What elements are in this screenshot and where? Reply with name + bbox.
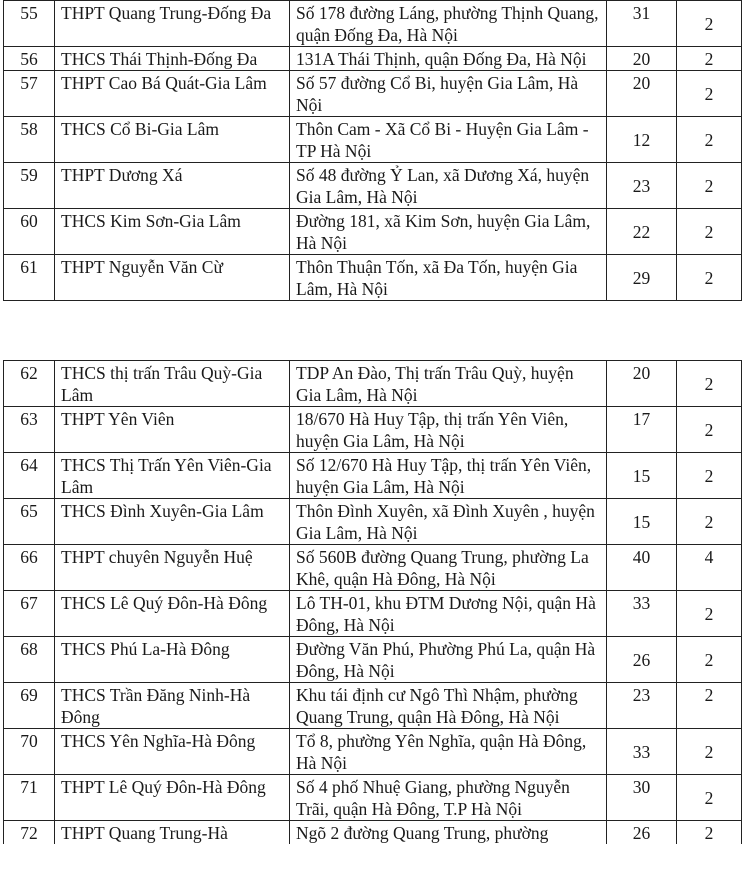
table-row: [4, 729, 742, 775]
room-count: 4: [677, 545, 742, 591]
school-address: Đường 181, xã Kim Sơn, huyện Gia Lâm, Hà Nội: [290, 209, 607, 255]
table-row: [4, 775, 742, 821]
student-count: 22: [607, 209, 677, 255]
row-number: 60: [4, 209, 55, 255]
table-row: [4, 591, 742, 637]
school-address: Thôn Cam - Xã Cổ Bi - Huyện Gia Lâm - TP Hà Nội: [290, 117, 607, 163]
school-address: Số 178 đường Láng, phường Thịnh Quang, quận Đống Đa, Hà Nội: [290, 1, 607, 47]
table-row: [4, 47, 742, 71]
table-row: [4, 1, 742, 47]
student-count: 33: [607, 729, 677, 775]
school-name: THCS Kim Sơn-Gia Lâm: [55, 209, 290, 255]
school-address: Số 560B đường Quang Trung, phường La Khê, quận Hà Đông, Hà Nội: [290, 545, 607, 591]
row-number: 69: [4, 683, 55, 729]
school-address: Đường Văn Phú, Phường Phú La, quận Hà Đông, Hà Nội: [290, 637, 607, 683]
school-name: THPT Quang Trung-Hà: [55, 821, 290, 845]
room-count: 2: [677, 637, 742, 683]
student-count: 23: [607, 683, 677, 729]
school-address: Số 57 đường Cổ Bi, huyện Gia Lâm, Hà Nội: [290, 71, 607, 117]
school-name: THCS thị trấn Trâu Quỳ-Gia Lâm: [55, 361, 290, 407]
school-name: THCS Trần Đăng Ninh-Hà Đông: [55, 683, 290, 729]
table-bottom-body: [4, 361, 742, 845]
school-name: THCS Cổ Bi-Gia Lâm: [55, 117, 290, 163]
school-table-bottom: [3, 360, 742, 844]
row-number: 71: [4, 775, 55, 821]
school-name: THCS Phú La-Hà Đông: [55, 637, 290, 683]
room-count: 2: [677, 453, 742, 499]
room-count: 2: [677, 361, 742, 407]
student-count: 20: [607, 361, 677, 407]
student-count: 33: [607, 591, 677, 637]
table-row: [4, 71, 742, 117]
student-count: 12: [607, 117, 677, 163]
school-name: THCS Yên Nghĩa-Hà Đông: [55, 729, 290, 775]
row-number: 62: [4, 361, 55, 407]
room-count: 2: [677, 1, 742, 47]
room-count: 2: [677, 683, 742, 729]
table-row: [4, 545, 742, 591]
student-count: 20: [607, 47, 677, 71]
room-count: 2: [677, 821, 742, 845]
row-number: 65: [4, 499, 55, 545]
school-name: THPT Cao Bá Quát-Gia Lâm: [55, 71, 290, 117]
school-address: 131A Thái Thịnh, quận Đống Đa, Hà Nội: [290, 47, 607, 71]
school-address: Khu tái định cư Ngô Thì Nhậm, phường Quang Trung, quận Hà Đông, Hà Nội: [290, 683, 607, 729]
student-count: 29: [607, 255, 677, 301]
school-address: Thôn Đình Xuyên, xã Đình Xuyên , huyện Gia Lâm, Hà Nội: [290, 499, 607, 545]
school-name: THPT Yên Viên: [55, 407, 290, 453]
table-row: [4, 407, 742, 453]
school-address: Thôn Thuận Tốn, xã Đa Tốn, huyện Gia Lâm, Hà Nội: [290, 255, 607, 301]
table-row: [4, 117, 742, 163]
school-name: THPT Nguyễn Văn Cừ: [55, 255, 290, 301]
table-row: [4, 255, 742, 301]
student-count: 15: [607, 499, 677, 545]
school-address: Tổ 8, phường Yên Nghĩa, quận Hà Đông, Hà Nội: [290, 729, 607, 775]
school-name: THCS Đình Xuyên-Gia Lâm: [55, 499, 290, 545]
row-number: 55: [4, 1, 55, 47]
room-count: 2: [677, 775, 742, 821]
student-count: 26: [607, 637, 677, 683]
student-count: 17: [607, 407, 677, 453]
school-name: THCS Lê Quý Đôn-Hà Đông: [55, 591, 290, 637]
table-row: [4, 453, 742, 499]
room-count: 2: [677, 71, 742, 117]
room-count: 2: [677, 591, 742, 637]
school-name: THCS Thị Trấn Yên Viên-Gia Lâm: [55, 453, 290, 499]
table-row: [4, 361, 742, 407]
school-name: THPT Dương Xá: [55, 163, 290, 209]
room-count: 2: [677, 209, 742, 255]
school-name: THPT chuyên Nguyễn Huệ: [55, 545, 290, 591]
table-row: [4, 637, 742, 683]
room-count: 2: [677, 163, 742, 209]
row-number: 67: [4, 591, 55, 637]
row-number: 59: [4, 163, 55, 209]
row-number: 72: [4, 821, 55, 845]
table-row: [4, 821, 742, 845]
student-count: 31: [607, 1, 677, 47]
student-count: 15: [607, 453, 677, 499]
row-number: 57: [4, 71, 55, 117]
student-count: 26: [607, 821, 677, 845]
table-row: [4, 163, 742, 209]
student-count: 20: [607, 71, 677, 117]
school-table-top: [3, 0, 742, 301]
school-address: Lô TH-01, khu ĐTM Dương Nội, quận Hà Đông, Hà Nội: [290, 591, 607, 637]
room-count: 2: [677, 407, 742, 453]
student-count: 40: [607, 545, 677, 591]
table-top-body: [4, 1, 742, 301]
table-row: [4, 209, 742, 255]
school-address: Số 48 đường Ỷ Lan, xã Dương Xá, huyện Gia Lâm, Hà Nội: [290, 163, 607, 209]
school-address: Số 4 phố Nhuệ Giang, phường Nguyễn Trãi, quận Hà Đông, T.P Hà Nội: [290, 775, 607, 821]
school-name: THPT Lê Quý Đôn-Hà Đông: [55, 775, 290, 821]
row-number: 58: [4, 117, 55, 163]
row-number: 61: [4, 255, 55, 301]
school-address: TDP An Đào, Thị trấn Trâu Quỳ, huyện Gia Lâm, Hà Nội: [290, 361, 607, 407]
school-name: THCS Thái Thịnh-Đống Đa: [55, 47, 290, 71]
room-count: 2: [677, 47, 742, 71]
row-number: 64: [4, 453, 55, 499]
row-number: 66: [4, 545, 55, 591]
school-name: THPT Quang Trung-Đống Đa: [55, 1, 290, 47]
school-address: Ngõ 2 đường Quang Trung, phường: [290, 821, 607, 845]
row-number: 70: [4, 729, 55, 775]
student-count: 30: [607, 775, 677, 821]
row-number: 68: [4, 637, 55, 683]
school-address: 18/670 Hà Huy Tập, thị trấn Yên Viên, huyện Gia Lâm, Hà Nội: [290, 407, 607, 453]
table-row: [4, 683, 742, 729]
row-number: 63: [4, 407, 55, 453]
school-address: Số 12/670 Hà Huy Tập, thị trấn Yên Viên, huyện Gia Lâm, Hà Nội: [290, 453, 607, 499]
room-count: 2: [677, 255, 742, 301]
student-count: 23: [607, 163, 677, 209]
room-count: 2: [677, 499, 742, 545]
table-row: [4, 499, 742, 545]
room-count: 2: [677, 117, 742, 163]
row-number: 56: [4, 47, 55, 71]
room-count: 2: [677, 729, 742, 775]
